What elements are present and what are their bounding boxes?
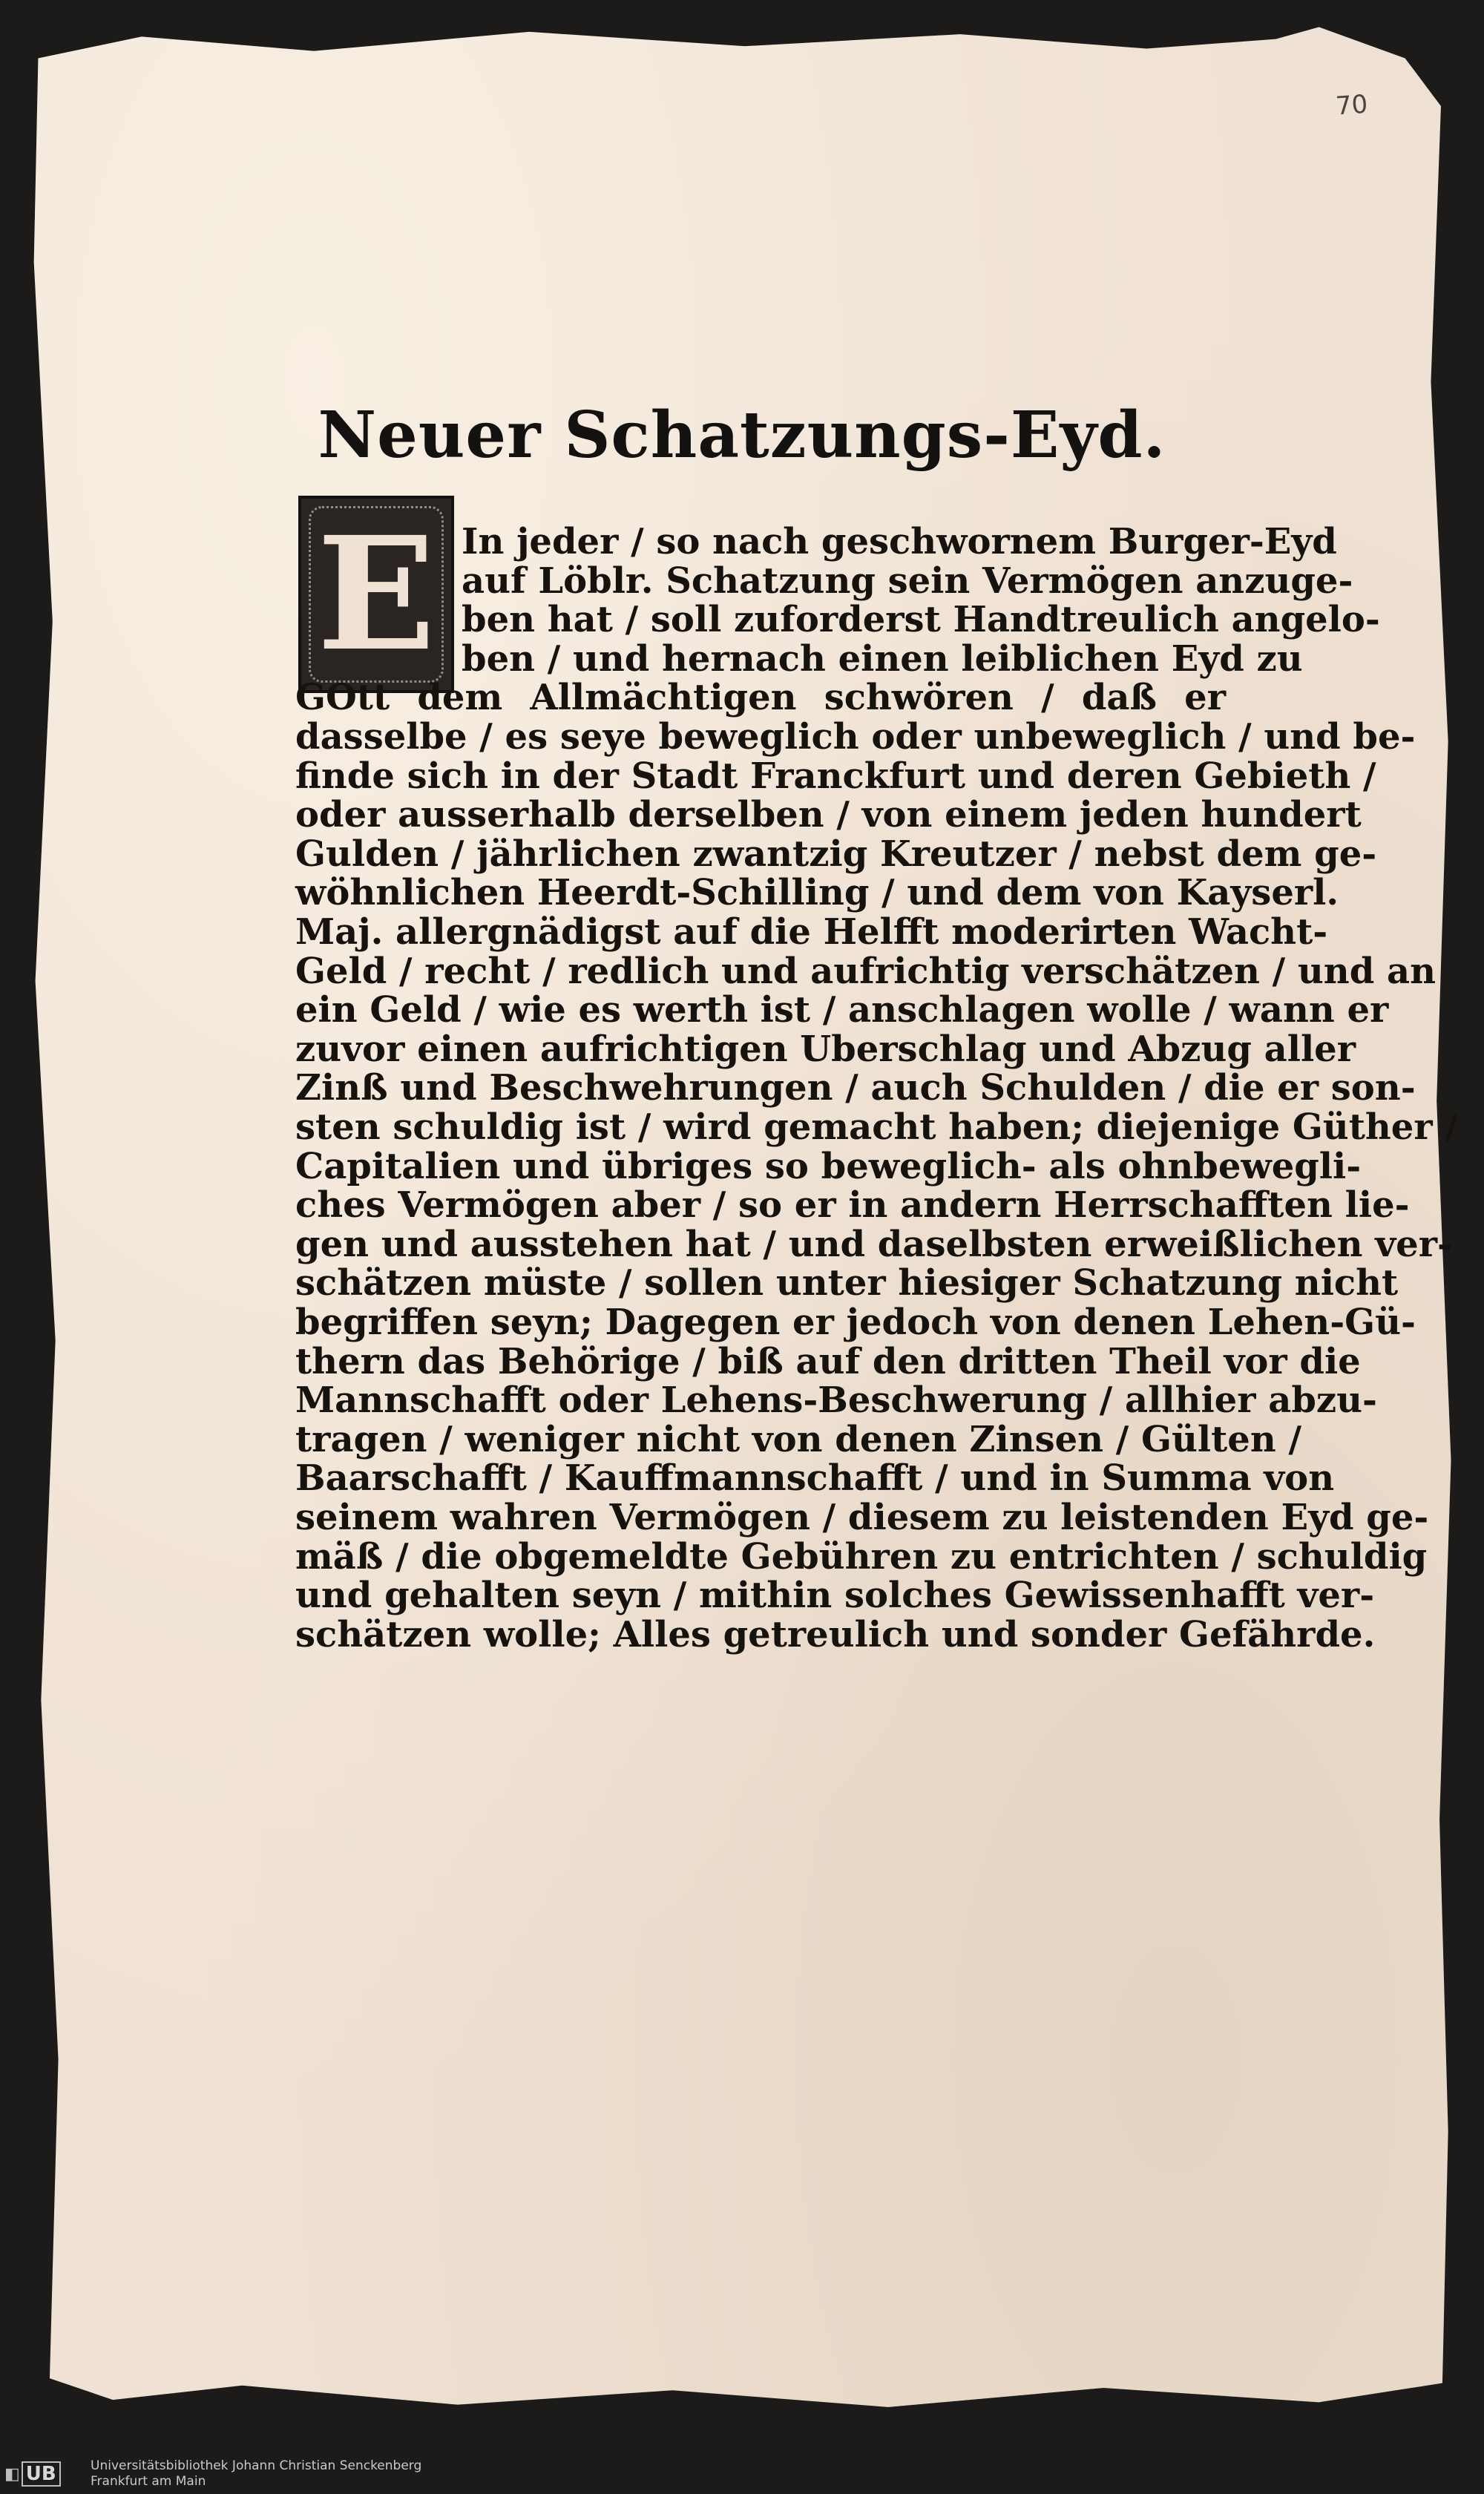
footer-bar (0, 2449, 1484, 2494)
text-line: schätzen müste / sollen unter hiesiger Schatzung nicht (295, 1262, 1399, 1304)
library-name: Universitätsbibliothek Johann Christian Senckenberg (91, 2458, 422, 2473)
text-line: GOtt dem Allmächtigen schwören / daß er (295, 677, 1226, 718)
text-line: ein Geld / wie es werth ist / anschlagen wolle / wann er (295, 989, 1389, 1031)
document-title: Neuer Schatzungs-Eyd. (318, 398, 1166, 473)
library-city: Frankfurt am Main (91, 2474, 206, 2489)
text-line: zuvor einen aufrichtigen Uberschlag und Abzug aller (295, 1028, 1356, 1070)
text-line: Geld / recht / redlich und aufrichtig verschätzen / und an (295, 951, 1436, 992)
decorated-initial (298, 496, 454, 693)
text-line: Mannschafft oder Lehens-Beschwerung / allhier abzu- (295, 1379, 1377, 1421)
text-line: ben / und hernach einen leiblichen Eyd zu (462, 638, 1303, 680)
ub-logo (4, 2460, 61, 2488)
text-line: seinem wahren Vermögen / diesem zu leistenden Eyd ge- (295, 1497, 1429, 1538)
text-line: thern das Behörige / biß auf den dritten Theil vor die (295, 1341, 1361, 1382)
logo-mark-icon: ◧ (4, 2464, 20, 2484)
text-line: Maj. allergnädigst auf die Helfft moderirten Wacht- (295, 911, 1328, 953)
text-line: gen und ausstehen hat / und daselbsten erweißlichen ver- (295, 1224, 1452, 1265)
text-line: wöhnlichen Heerdt-Schilling / und dem von Kayserl. (295, 872, 1339, 913)
text-line: ben hat / soll zuforderst Handtreulich angelo- (462, 599, 1380, 640)
text-line: In jeder / so nach geschwornem Burger-Eyd (462, 521, 1337, 562)
text-line: Zinß und Beschwehrungen / auch Schulden / die er son- (295, 1067, 1416, 1109)
text-line: mäß / die obgemeldte Gebühren zu entrichten / schuldig (295, 1536, 1428, 1578)
text-line: dasselbe / es seye beweglich oder unbeweglich / und be- (295, 716, 1416, 758)
text-line: und gehalten seyn / mithin solches Gewissenhafft ver- (295, 1575, 1375, 1616)
text-line: finde sich in der Stadt Franckfurt und deren Gebieth / (295, 755, 1376, 797)
text-line: auf Löblr. Schatzung sein Vermögen anzuge- (462, 560, 1353, 602)
text-line: Gulden / jährlichen zwantzig Kreutzer / nebst dem ge- (295, 833, 1377, 875)
page-number: 70 (1334, 89, 1369, 122)
text-line: begriffen seyn; Dagegen er jedoch von denen Lehen-Gü- (295, 1302, 1416, 1343)
initial-letter: E (316, 502, 436, 686)
text-line: sten schuldig ist / wird gemacht haben; diejenige Güther / (295, 1106, 1458, 1148)
text-line: Baarschafft / Kauffmannschafft / und in Summa von (295, 1457, 1335, 1499)
text-line: oder ausserhalb derselben / von einem jeden hundert (295, 794, 1362, 836)
text-line: Capitalien und übriges so beweglich- als ohnbewegli- (295, 1146, 1362, 1187)
logo-text: UB (22, 2461, 61, 2487)
text-line: schätzen wolle; Alles getreulich und sonder Gefährde. (295, 1614, 1376, 1655)
text-line: tragen / weniger nicht von denen Zinsen / Gülten / (295, 1419, 1301, 1460)
text-line: ches Vermögen aber / so er in andern Herrschafften lie- (295, 1184, 1410, 1226)
